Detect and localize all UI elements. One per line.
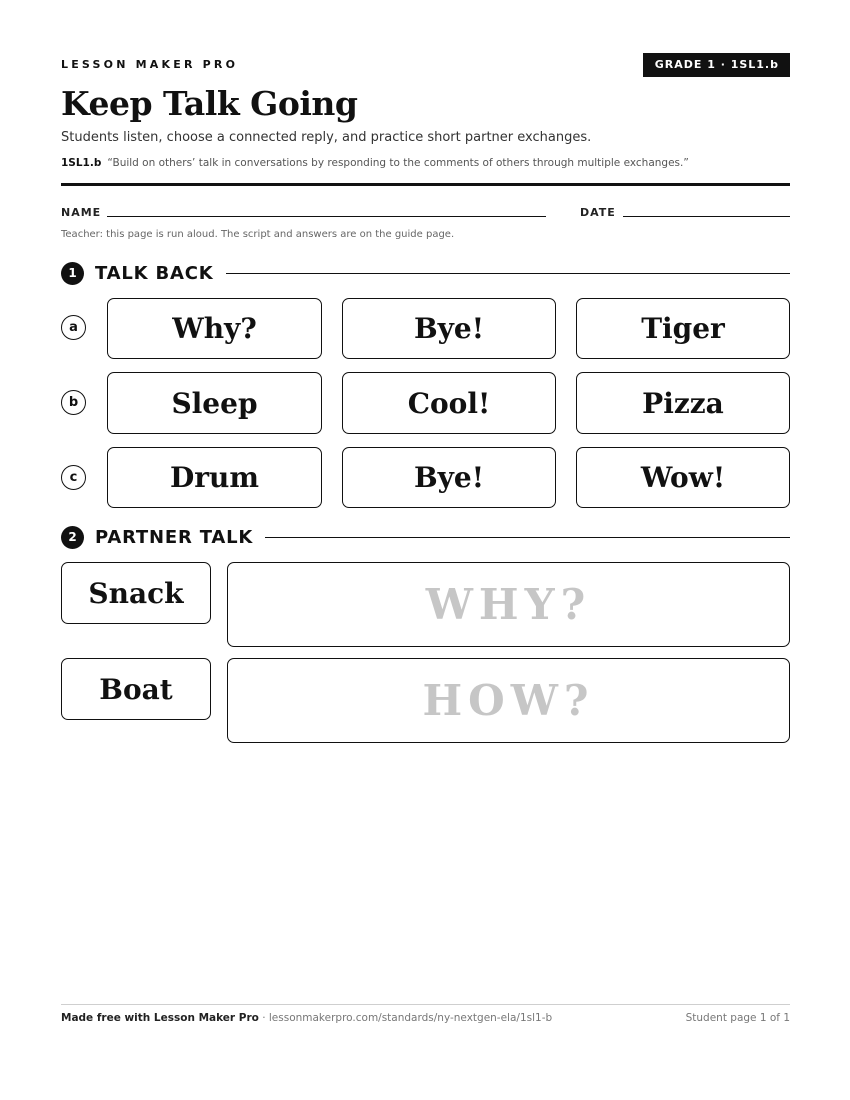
brand-name: LESSON MAKER PRO [61, 58, 239, 71]
date-label: DATE [580, 206, 616, 219]
footer-divider [61, 1004, 790, 1005]
standard-text: “Build on others’ talk in conversations by responding to the comments of others through multiple exchanges.” [107, 157, 689, 169]
section-partner-talk-header [61, 525, 790, 549]
worksheet-page [61, 0, 790, 1100]
word-card[interactable]: Tiger [576, 298, 790, 359]
page-title: Keep Talk Going [61, 84, 358, 123]
section-title: PARTNER TALK [95, 526, 254, 548]
grade-badge: GRADE 1 · 1SL1.b [643, 53, 790, 77]
standard-line [61, 157, 689, 169]
teacher-note: Teacher: this page is run aloud. The script and answers are on the guide page. [61, 229, 455, 240]
word-card[interactable]: Wow! [576, 447, 790, 508]
partner-response-box[interactable]: HOW? [227, 658, 790, 743]
word-card[interactable]: Drum [107, 447, 322, 508]
word-card[interactable]: Pizza [576, 372, 790, 434]
partner-response-box[interactable]: WHY? [227, 562, 790, 647]
word-card[interactable]: Sleep [107, 372, 322, 434]
footer-credit [61, 1012, 552, 1024]
name-field[interactable] [107, 216, 546, 217]
standard-code: 1SL1.b [61, 157, 102, 169]
section-number: 1 [61, 262, 84, 285]
section-title: TALK BACK [95, 262, 214, 284]
section-number: 2 [61, 526, 84, 549]
row-letter-b: b [61, 390, 86, 415]
page-subtitle: Students listen, choose a connected reply, and practice short partner exchanges. [61, 130, 592, 145]
name-label: NAME [61, 206, 102, 219]
row-letter-c: c [61, 465, 86, 490]
section-talk-back-header [61, 261, 790, 285]
footer-separator: · [258, 1012, 269, 1024]
word-card[interactable]: Cool! [342, 372, 556, 434]
date-field[interactable] [623, 216, 790, 217]
section-rule [265, 537, 790, 538]
header-divider [61, 183, 790, 186]
word-card[interactable]: Bye! [342, 298, 556, 359]
partner-word-card[interactable]: Boat [61, 658, 211, 720]
footer-made-with: Made free with Lesson Maker Pro [61, 1012, 259, 1024]
section-rule [226, 273, 790, 274]
footer-page-label: Student page 1 of 1 [685, 1012, 790, 1024]
partner-word-card[interactable]: Snack [61, 562, 211, 624]
word-card[interactable]: Bye! [342, 447, 556, 508]
word-card[interactable]: Why? [107, 298, 322, 359]
footer-url[interactable]: lessonmakerpro.com/standards/ny-nextgen-ela/1sl1-b [268, 1012, 553, 1024]
row-letter-a: a [61, 315, 86, 340]
